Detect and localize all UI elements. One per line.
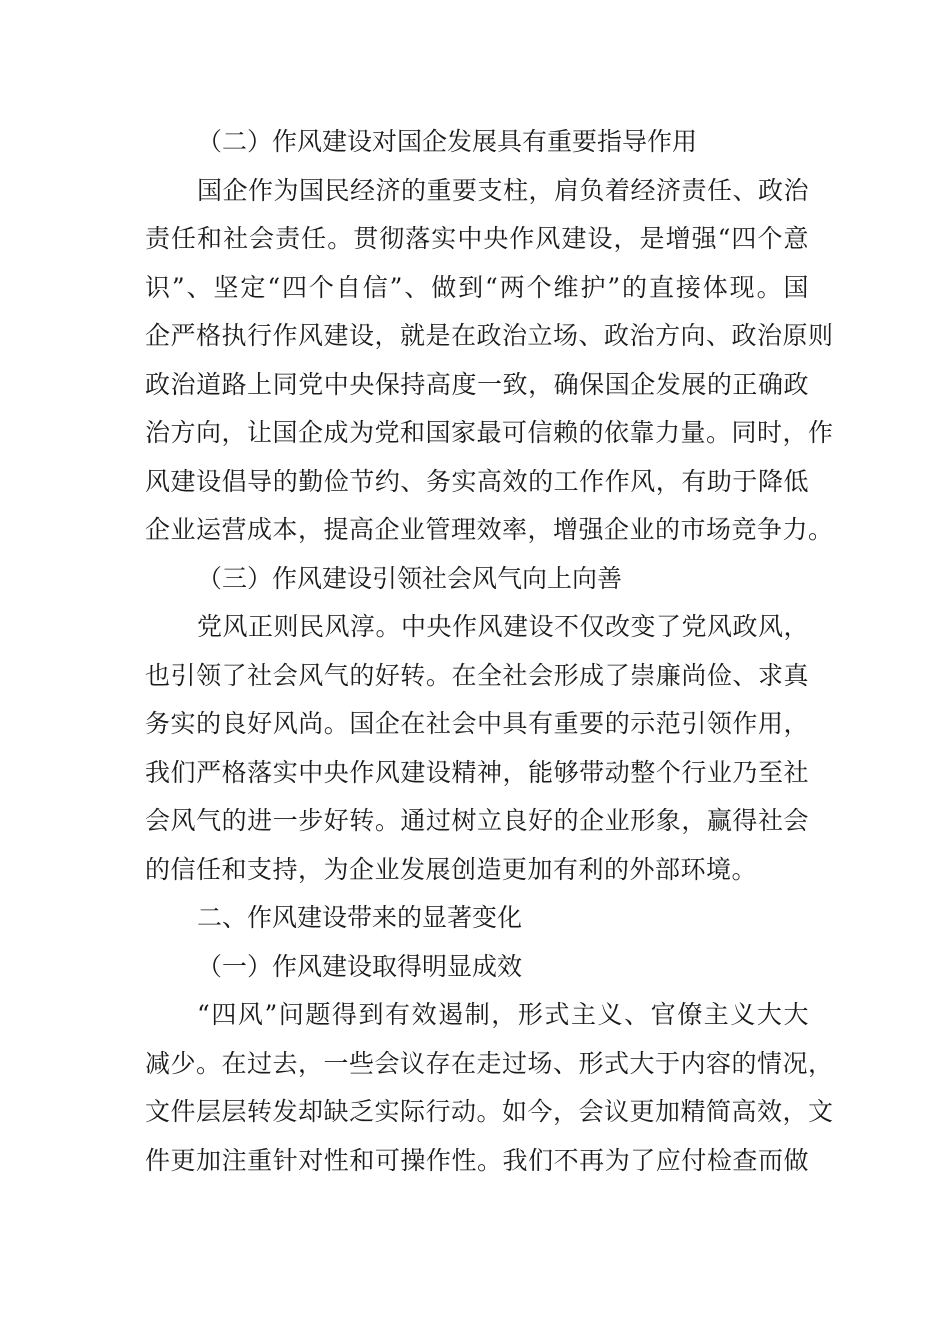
paragraph-line: “四风”问题得到有效遏制，形式主义、官僚主义大大 [197, 1000, 809, 1029]
paragraph-line: 党风正则民风淳。中央作风建设不仅改变了党风政风， [197, 612, 810, 641]
document-body [145, 118, 834, 1185]
paragraph-section-2 [145, 167, 834, 555]
paragraph-line: 企业运营成本，提高企业管理效率，增强企业的市场竞争力。 [145, 515, 834, 544]
paragraph-line: 减少。在过去，一些会议存在走过场、形式大于内容的情况， [145, 1048, 834, 1078]
paragraph-line: 识”、坚定“四个自信”、做到“两个维护”的直接体现。国 [145, 272, 809, 302]
paragraph-section-3 [145, 603, 809, 894]
paragraph-line: 文件层层转发却缺乏实际行动。如今，会议更加精简高效，文 [145, 1097, 834, 1126]
paragraph-line: 责任和社会责任。贯彻落实中央作风建设，是增强“四个意 [145, 224, 809, 253]
part-heading-2: 二、作风建设带来的显著变化 [197, 903, 523, 932]
paragraph-line: 风建设倡导的勤俭节约、务实高效的工作作风，有助于降低 [145, 466, 809, 496]
part-2-sub-heading-1: （一）作风建设取得明显成效 [197, 951, 523, 981]
paragraph-line: 政治道路上同党中央保持高度一致，确保国企发展的正确政 [145, 369, 809, 399]
section-heading-2: （二）作风建设对国企发展具有重要指导作用 [197, 127, 698, 156]
paragraph-line: 件更加注重针对性和可操作性。我们不再为了应付检查而做 [145, 1145, 809, 1175]
paragraph-line: 会风气的进一步好转。通过树立良好的企业形象，赢得社会 [145, 806, 809, 835]
paragraph-line: 治方向，让国企成为党和国家最可信赖的依靠力量。同时，作 [145, 418, 834, 447]
paragraph-line: 务实的良好风尚。国企在社会中具有重要的示范引领作用， [145, 709, 809, 738]
section-heading-3: （三）作风建设引领社会风气向上向善 [197, 563, 623, 593]
paragraph-line: 国企作为国民经济的重要支柱，肩负着经济责任、政治 [197, 175, 810, 205]
paragraph-line: 我们严格落实中央作风建设精神，能够带动整个行业乃至社 [145, 757, 809, 787]
paragraph-part-2-sub-1 [145, 991, 834, 1185]
paragraph-line: 也引领了社会风气的好转。在全社会形成了崇廉尚俭、求真 [145, 660, 809, 690]
paragraph-line: 的信任和支持，为企业发展创造更加有利的外部环境。 [145, 854, 758, 884]
paragraph-line: 企严格执行作风建设，就是在政治立场、政治方向、政治原则 [145, 321, 834, 350]
